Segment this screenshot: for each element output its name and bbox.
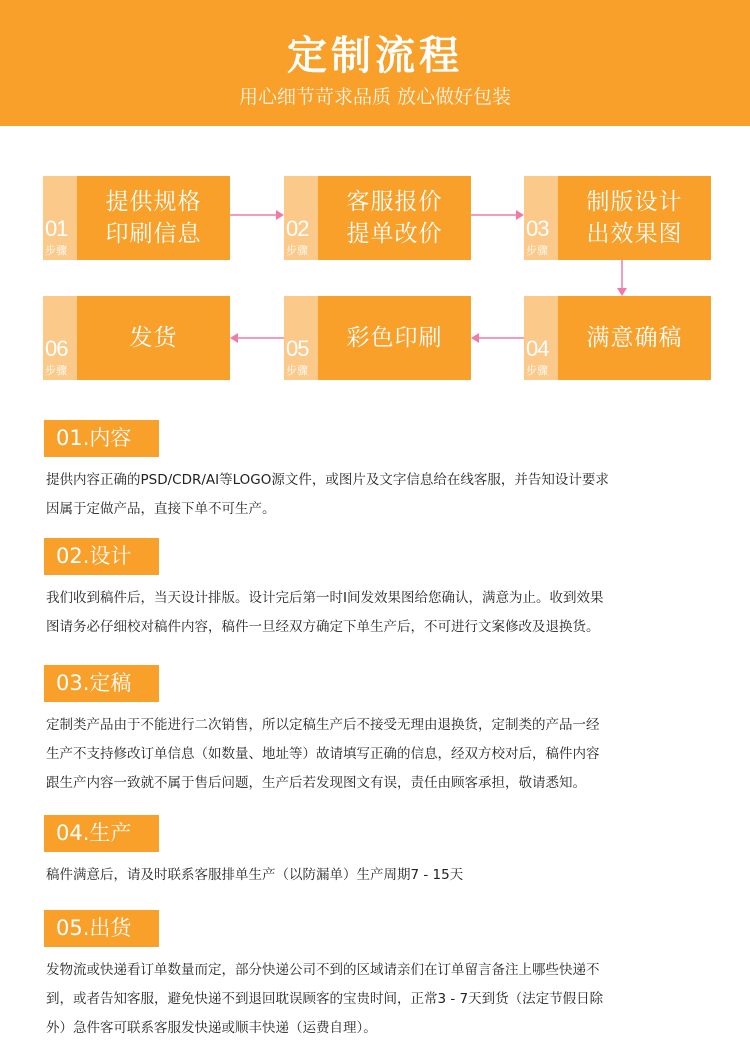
arrow-right-icon	[230, 208, 284, 222]
page-title: 定制流程	[287, 33, 463, 79]
step-text-line: 满意确稿	[586, 325, 683, 351]
section-text-line: 提供内容正确的PSD/CDR/AI等LOGO源文件，或图片及文字信息给在线客服，并告知设计要求	[46, 472, 609, 488]
section-text-line: 图请务必仔细校对稿件内容，稿件一旦经双方确定下单生产后，不可进行文案修改及退换货。	[46, 619, 600, 635]
step-text-line: 提供规格	[105, 189, 202, 215]
step-text-line: 提单改价	[346, 221, 443, 247]
step-label: 步骤	[286, 244, 308, 257]
step-card-04	[524, 296, 711, 380]
arrow-down-icon	[615, 260, 629, 296]
section-body-finalize	[46, 711, 706, 798]
section-body-content	[46, 466, 706, 524]
step-text-line: 出效果图	[586, 221, 683, 247]
section-text-line: 因属于定做产品，直接下单不可生产。	[46, 501, 276, 517]
section-heading-production: 04.生产	[44, 815, 159, 852]
step-card-02	[284, 176, 471, 260]
section-text-line: 定制类产品由于不能进行二次销售，所以定稿生产后不接受无理由退换货，定制类的产品一经	[46, 717, 600, 733]
step-text-line: 发货	[129, 325, 178, 351]
section-text-line: 稿件满意后，请及时联系客服排单生产（以防漏单）生产周期7 - 15天	[46, 867, 464, 883]
step-number: 06	[45, 336, 68, 361]
arrow-left-icon	[230, 331, 284, 345]
page-subtitle: 用心细节苛求品质 放心做好包装	[238, 86, 512, 108]
step-text	[558, 176, 711, 260]
step-text-line: 制版设计	[586, 189, 683, 215]
section-heading-finalize: 03.定稿	[44, 665, 159, 702]
section-heading-shipping: 05.出货	[44, 910, 159, 947]
step-label: 步骤	[286, 364, 308, 377]
section-text-line: 生产不支持修改订单信息（如数量、地址等）故请填写正确的信息，经双方校对后，稿件内容	[46, 746, 600, 762]
step-text	[318, 176, 471, 260]
step-label: 步骤	[45, 364, 67, 377]
step-text	[77, 176, 230, 260]
section-heading-content: 01.内容	[44, 420, 159, 457]
step-number: 05	[286, 336, 309, 361]
section-body-design	[46, 584, 706, 642]
step-number: 03	[526, 216, 549, 241]
section-heading-design: 02.设计	[44, 538, 159, 575]
section-text-line: 跟生产内容一致就不属于售后问题，生产后若发现图文有误，责任由顾客承担，敬请悉知。	[46, 775, 586, 791]
step-card-03	[524, 176, 711, 260]
step-text	[558, 296, 711, 380]
section-text-line: 外）急件客可联系客服发快递或顺丰快递（运费自理）。	[46, 1020, 377, 1036]
step-label: 步骤	[526, 364, 548, 377]
section-text-line: 发物流或快递看订单数量而定，部分快递公司不到的区域请亲们在订单留言备注上哪些快递不	[46, 962, 600, 978]
step-text	[318, 296, 471, 380]
step-text	[77, 296, 230, 380]
section-body-shipping	[46, 956, 706, 1043]
arrow-left-icon	[471, 331, 524, 345]
step-number: 04	[526, 336, 549, 361]
step-card-01	[43, 176, 230, 260]
step-card-05	[284, 296, 471, 380]
step-card-06	[43, 296, 230, 380]
section-text-line: 我们收到稿件后，当天设计排版。设计完后第一时I间发效果图给您确认，满意为止。收到效果	[46, 590, 604, 606]
arrow-right-icon	[471, 208, 524, 222]
step-number: 02	[286, 216, 309, 241]
step-number: 01	[45, 216, 68, 241]
step-text-line: 客服报价	[346, 189, 443, 215]
section-body-production	[46, 861, 706, 890]
step-text-line: 印刷信息	[105, 221, 202, 247]
section-text-line: 到，或者告知客服，避免快递不到退回耽误顾客的宝贵时间，正常3 - 7天到货（法定节假日除	[46, 991, 604, 1007]
step-label: 步骤	[45, 244, 67, 257]
step-text-line: 彩色印刷	[346, 325, 443, 351]
header-banner	[0, 0, 750, 126]
step-label: 步骤	[526, 244, 548, 257]
